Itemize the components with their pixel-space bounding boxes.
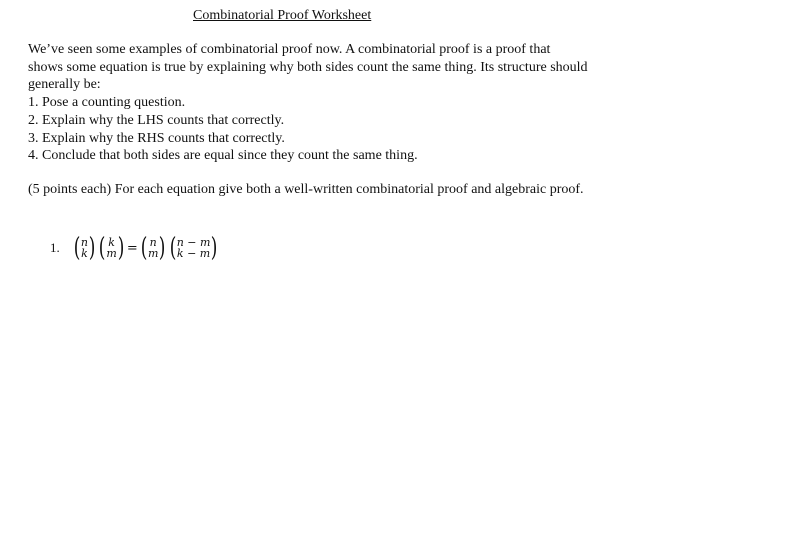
binomial-bottom: k xyxy=(81,247,88,260)
binomial-bottom: m xyxy=(147,247,159,260)
problem-1 xyxy=(50,228,220,268)
binomial-lhs-1: ( n k ) xyxy=(73,233,96,263)
binomial-rhs-1: ( n m ) xyxy=(140,233,166,263)
binomial-bottom: k − m xyxy=(176,247,211,260)
proof-step: 1. Pose a counting question. xyxy=(28,95,186,110)
equals-sign: = xyxy=(126,240,138,256)
worksheet-title: Combinatorial Proof Worksheet xyxy=(193,8,372,23)
binomial-top: k xyxy=(108,236,115,249)
problem-number: 1. xyxy=(50,240,60,255)
binomial-lhs-2: ( k m ) xyxy=(98,233,125,263)
binomial-top: n − m xyxy=(176,236,211,249)
proof-step: 4. Conclude that both sides are equal since they count the same thing. xyxy=(28,148,418,164)
proof-step: 3. Explain why the RHS counts that correctly. xyxy=(28,130,285,146)
binomial-equation xyxy=(72,235,220,261)
intro-paragraph: We’ve seen some examples of combinatorial proof now. A combinatorial proof is a proof that shows some equation is true by explaining why both sides count the same thing. Its structure should generally be: xyxy=(28,42,588,93)
binomial-rhs-2: ( n − m k − m ) xyxy=(169,233,218,263)
proof-steps-list xyxy=(28,94,418,165)
proof-step: 2. Explain why the LHS counts that correctly. xyxy=(28,112,285,128)
points-instruction: (5 points each) For each equation give both a well-written combinatorial proof and algebraic proof. xyxy=(28,182,584,197)
binomial-top: n xyxy=(149,236,157,249)
binomial-top: n xyxy=(80,236,88,249)
binomial-bottom: m xyxy=(106,247,117,260)
